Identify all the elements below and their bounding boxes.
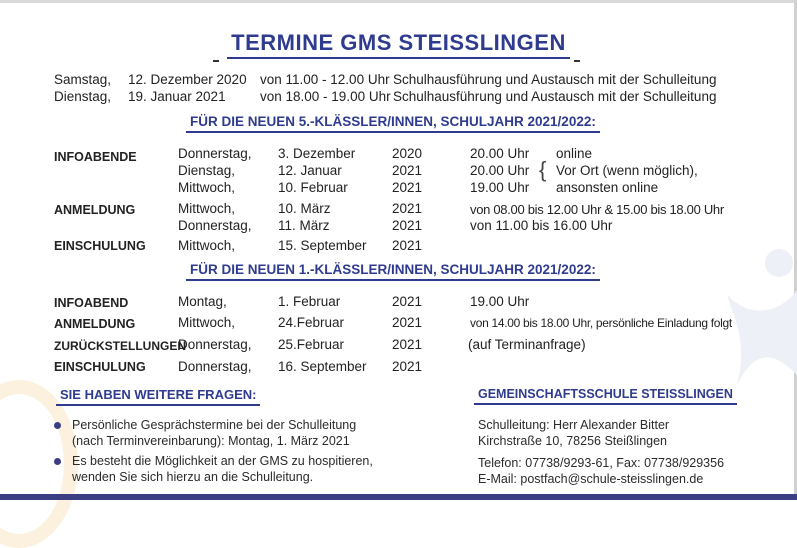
section5-day: Mittwoch, [178,201,236,216]
section1-label: ANMELDUNG [54,317,136,331]
section5-year: 2021 [392,218,423,233]
brace-icon: { [539,157,547,182]
section5-date: 10. März [278,201,331,216]
section1-label: EINSCHULUNG [54,360,146,374]
section5-day: Mittwoch, [178,238,236,253]
decorative-figure-icon [727,235,797,415]
section5-date: 15. September [278,238,367,253]
school-heading: GEMEINSCHAFTSSCHULE STEISSLINGEN [474,387,737,405]
section1-year: 2021 [392,359,423,374]
general-day: Samstag, [54,72,112,87]
section1-time: 19.00 Uhr [470,294,530,309]
section5-year: 2021 [392,163,423,178]
question-line: (nach Terminvereinbarung): Montag, 1. März 2021 [72,434,350,448]
section5-date: 3. Dezember [278,146,356,161]
section5-note: online [556,146,593,161]
section1-day: Donnerstag, [178,337,252,352]
general-desc: Schulhausführung und Austausch mit der Schulleitung [393,89,717,104]
section1-day: Montag, [178,294,227,309]
section5-heading: FÜR DIE NEUEN 5.-KLÄSSLER/INNEN, SCHULJAHR 2021/2022: [186,114,600,133]
school-phone: Telefon: 07738/9293-61, Fax: 07738/929356 [478,456,725,470]
questions-heading: SIE HABEN WEITERE FRAGEN: [56,387,260,406]
school-address: Kirchstraße 10, 78256 Steißlingen [478,434,667,448]
section5-day: Donnerstag, [178,218,252,233]
page-title: TERMINE GMS STEISSLINGEN [0,30,797,56]
general-desc: Schulhausführung und Austausch mit der Schulleitung [393,72,717,87]
section5-label: EINSCHULUNG [54,239,146,253]
section1-year: 2021 [392,337,423,352]
section1-date: 24.Februar [278,315,345,330]
section5-time: von 08.00 bis 12.00 Uhr & 15.00 bis 18.00 Uhr [470,202,724,217]
section1-heading: FÜR DIE NEUEN 1.-KLÄSSLER/INNEN, SCHULJAHR 2021/2022: [186,262,600,281]
section1-time: (auf Terminanfrage) [468,337,586,352]
section5-day: Mittwoch, [178,180,236,195]
section1-day: Mittwoch, [178,315,236,330]
general-date: 12. Dezember 2020 [128,72,247,87]
general-time: von 18.00 - 19.00 Uhr [260,89,391,104]
bullet-icon [54,458,61,465]
section5-note: Vor Ort (wenn möglich), [556,163,698,178]
frame-top [0,0,797,3]
general-date: 19. Januar 2021 [128,89,226,104]
question-line: wenden Sie sich hierzu an die Schulleitung. [72,470,314,484]
section5-label: ANMELDUNG [54,203,136,217]
section5-label: INFOABENDE [54,150,137,164]
general-time: von 11.00 - 12.00 Uhr [260,72,390,87]
section1-year: 2021 [392,294,423,309]
section5-date: 10. Februar [278,180,348,195]
section1-date: 16. September [278,359,367,374]
question-line: Es besteht die Möglichkeit an der GMS zu hospitieren, [72,454,373,468]
section5-date: 12. Januar [278,163,342,178]
bullet-icon [54,422,61,429]
section5-year: 2020 [392,146,423,161]
section5-day: Dienstag, [178,163,236,178]
section5-time: von 11.00 bis 16.00 Uhr [470,218,613,233]
section1-year: 2021 [392,315,423,330]
section5-time: 20.00 Uhr [470,146,530,161]
question-line: Persönliche Gesprächstermine bei der Schulleitung [72,418,357,432]
title-tick-right [574,60,580,62]
section1-label: INFOABEND [54,296,129,310]
section5-date: 11. März [278,218,330,233]
section5-day: Donnerstag, [178,146,252,161]
section1-date: 1. Februar [278,294,341,309]
section5-year: 2021 [392,180,423,195]
general-day: Dienstag, [54,89,112,104]
section1-time: von 14.00 bis 18.00 Uhr, persönliche Einladung folgt [470,316,732,330]
section1-day: Donnerstag, [178,359,252,374]
school-email: E-Mail: postfach@schule-steisslingen.de [478,472,704,486]
title-tick-left [213,60,219,62]
section1-label: ZURÜCKSTELLUNGEN [54,339,186,353]
section5-time: 19.00 Uhr [470,180,530,195]
section5-year: 2021 [392,238,423,253]
bottom-bar [0,494,797,500]
section5-time: 20.00 Uhr [470,163,530,178]
section5-year: 2021 [392,201,423,216]
section1-date: 25.Februar [278,337,345,352]
school-head: Schulleitung: Herr Alexander Bitter [478,418,670,432]
section5-note: ansonsten online [556,180,659,195]
